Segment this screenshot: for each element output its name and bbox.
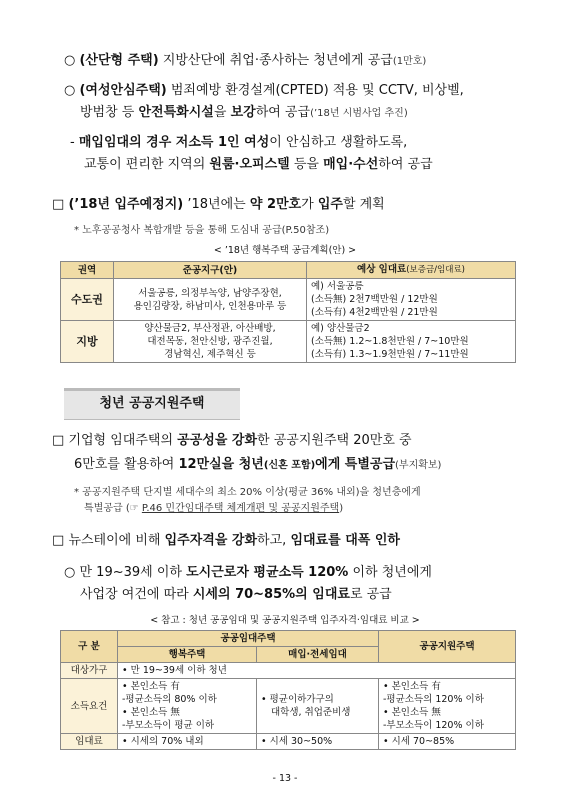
bold-small-span: (신혼 포함) <box>263 460 316 471</box>
box-bullet-corporate-rental <box>52 432 412 450</box>
happy-housing-plan-table <box>60 261 516 363</box>
cell-line: -평균소득의 120% 이하 <box>383 694 484 705</box>
text-span: 한 공공지원주택 20만호 중 <box>257 433 412 448</box>
bold-span: 에게 특별공급 <box>315 457 396 472</box>
bullet-industrial-housing <box>64 52 426 70</box>
cell-support-rent: • 시세 70~85% <box>379 734 516 750</box>
header-public-rental: 공공임대주택 <box>118 631 379 647</box>
header-category: 구 분 <box>61 631 118 663</box>
bold-span: 매입임대의 경우 저소득 1인 여성 <box>78 135 270 150</box>
header-region: 권역 <box>61 262 114 279</box>
tail-span: (부지확보) <box>395 460 442 471</box>
cell-happy-rent: • 시세의 70% 내외 <box>118 734 257 750</box>
header-public-support: 공공지원주택 <box>379 631 516 663</box>
box-bullet-2018-move-in <box>52 196 385 214</box>
text-span: 교통이 편리한 지역의 <box>84 157 210 172</box>
bullet-women-safe-housing <box>64 82 464 100</box>
bold-span: 도시근로자 평균소득 120% <box>186 565 349 580</box>
reference-link[interactable]: P.46 민간임대주택 체계개편 및 공공지원주택 <box>141 503 340 514</box>
table-header-row <box>61 262 516 279</box>
text-span: 기업형 임대주택의 <box>68 433 178 448</box>
bold-span: 시세의 70~85%의 임대료 <box>192 587 350 602</box>
cell-line: -평균소득의 80% 이하 <box>122 694 217 705</box>
bold-span: 약 2만호 <box>249 197 302 212</box>
tail-span: (’18년 시범사업 추진) <box>310 108 408 119</box>
cell-happy-income <box>118 679 257 734</box>
text-span: 을 <box>213 105 231 120</box>
bold-span: 보강 <box>230 105 256 120</box>
text-span: 사업장 여건에 따라 <box>80 587 193 602</box>
note-youth-ratio-line2 <box>84 502 343 516</box>
cell-line: -부모소득이 120% 이하 <box>383 720 484 731</box>
text-span: 6만호를 활용하여 <box>74 457 179 472</box>
item-text-line1: 범죄예방 환경설계(CPTED) 적용 및 CCTV, 비상벨, <box>166 83 464 98</box>
text-span: ) <box>339 503 344 514</box>
rent-line: (소득有) 4천2백만원 / 21만원 <box>311 307 438 318</box>
text-span: 하여 공급 <box>255 105 311 120</box>
bold-span: 입주 <box>317 197 343 212</box>
row-label: 임대료 <box>61 734 118 750</box>
table2-title: < 참고 : 청년 공공임대 및 공공지원주택 입주자격·임대료 비교 > <box>150 615 420 626</box>
table-row <box>61 663 516 679</box>
text-span: 이 안심하고 생활하도록, <box>269 135 408 150</box>
bold-span: 임대료를 대폭 인하 <box>290 533 400 548</box>
sub-bullet-purchase-rental <box>70 134 407 152</box>
text-span: 하고, <box>257 533 291 548</box>
cell-line: • 평균이하가구의 <box>261 694 334 705</box>
rent-line: (소득無) 2천7백만원 / 12만원 <box>311 294 438 305</box>
bullet-eligibility-line2 <box>80 586 392 604</box>
table-row <box>61 321 516 363</box>
cell-buy-income <box>257 679 379 734</box>
item-title: (여성안심주택) <box>79 83 167 98</box>
note-urban-supply: * 노후공공청사 복합개발 등을 통해 도심내 공급(P.50참조) <box>74 225 330 236</box>
header-purchase-lease: 매입·전세임대 <box>257 647 379 663</box>
box-bullet-new-stay <box>52 532 400 550</box>
item-tail: (1만호) <box>392 56 427 67</box>
text-span: 하여 공급 <box>378 157 433 172</box>
text-span: 뉴스테이에 비해 <box>68 533 165 548</box>
text-span: ’18년에는 <box>183 197 250 212</box>
cell-buy-rent: • 시세 30~50% <box>257 734 379 750</box>
square-bullet: □ <box>52 433 65 448</box>
bold-span: 입주자격을 강화 <box>164 533 258 548</box>
text-span: 특별공급 (☞ <box>84 503 142 514</box>
section-title: 청년 공공지원주택 <box>64 388 240 420</box>
table-row <box>61 279 516 321</box>
bold-span: 매입·수선 <box>323 157 379 172</box>
text-span: 등을 <box>289 157 324 172</box>
header-rent-sub: (보증금/임대료) <box>406 265 465 275</box>
eligibility-comparison-table <box>60 630 516 750</box>
rent-cell <box>307 321 516 363</box>
text-span: 할 계획 <box>342 197 385 212</box>
cell-line: -부모소득이 평균 이하 <box>122 720 215 731</box>
note-youth-ratio-line1: * 공공지원주택 단지별 세대수의 최소 20% 이상(평균 36% 내외)을 청년층에게 <box>74 487 421 498</box>
item-title: (산단형 주택) <box>79 53 159 68</box>
table1-title: < ’18년 행복주택 공급계획(안) > <box>213 245 357 256</box>
district-cell <box>114 279 307 321</box>
bullet-eligibility <box>64 564 432 582</box>
district-cell <box>114 321 307 363</box>
table-row <box>61 734 516 750</box>
square-bullet: □ <box>52 197 65 212</box>
rent-cell <box>307 279 516 321</box>
page-number: - 13 - <box>272 773 298 784</box>
cell-line: • 본인소득 無 <box>122 707 180 718</box>
text-span: 만 19~39세 이하 <box>79 565 187 580</box>
rent-line: 예) 양산물금2 <box>311 323 370 334</box>
table-row <box>61 679 516 734</box>
bold-span: 원룸·오피스텔 <box>209 157 290 172</box>
sub-bullet-purchase-rental-line2 <box>84 156 433 174</box>
row-label: 소득요건 <box>61 679 118 734</box>
circle-bullet: ○ <box>64 565 76 580</box>
district-line: 서울공릉, 의정부녹양, 남양주장현, <box>138 287 282 299</box>
district-line: 용인김량장, 하남미사, 인천용마루 등 <box>133 300 287 312</box>
district-line: 대전목동, 천안신방, 광주진월, <box>147 336 273 347</box>
dash-bullet: - <box>70 135 75 150</box>
circle-bullet: ○ <box>64 53 76 68</box>
rent-line: (소득有) 1.3~1.9천만원 / 7~11만원 <box>311 349 469 360</box>
header-rent-main: 예상 임대료 <box>357 264 407 275</box>
box-bullet-corporate-rental-line2 <box>74 456 441 474</box>
cell-line: • 본인소득 無 <box>383 707 441 718</box>
text-span: 로 공급 <box>349 587 392 602</box>
bold-span: 안전특화시설 <box>138 105 214 120</box>
rent-line: (소득無) 1.2~1.8천만원 / 7~10만원 <box>311 336 469 347</box>
district-line: 경남혁신, 제주혁신 등 <box>164 349 256 360</box>
text-span: 가 <box>301 197 318 212</box>
header-district: 준공지구(안) <box>114 262 307 279</box>
cell-target: • 만 19~39세 이하 청년 <box>118 663 516 679</box>
cell-support-income <box>379 679 516 734</box>
text-span: 이하 청년에게 <box>348 565 432 580</box>
square-bullet: □ <box>52 533 65 548</box>
cell-line: 대학생, 취업준비생 <box>271 707 351 718</box>
cell-line: • 본인소득 有 <box>122 681 180 692</box>
header-happy-housing: 행복주택 <box>118 647 257 663</box>
row-label: 대상가구 <box>61 663 118 679</box>
rent-line: 예) 서울공릉 <box>311 281 364 292</box>
bullet-women-safe-housing-line2 <box>80 104 408 122</box>
circle-bullet: ○ <box>64 83 76 98</box>
region-cell: 지방 <box>61 321 114 363</box>
region-cell: 수도권 <box>61 279 114 321</box>
cell-line: • 본인소득 有 <box>383 681 441 692</box>
bold-span: 공공성을 강화 <box>177 433 258 448</box>
item-text: 지방산단에 취업·종사하는 청년에게 공급 <box>158 53 393 68</box>
header-rent <box>307 262 516 279</box>
bold-span: 12만실을 청년 <box>178 457 264 472</box>
bold-span: (’18년 입주예정지) <box>68 197 184 212</box>
text-span: 방범창 등 <box>80 105 139 120</box>
district-line: 양산물금2, 부산정관, 아산배방, <box>144 323 276 334</box>
table-header-row <box>61 631 516 647</box>
